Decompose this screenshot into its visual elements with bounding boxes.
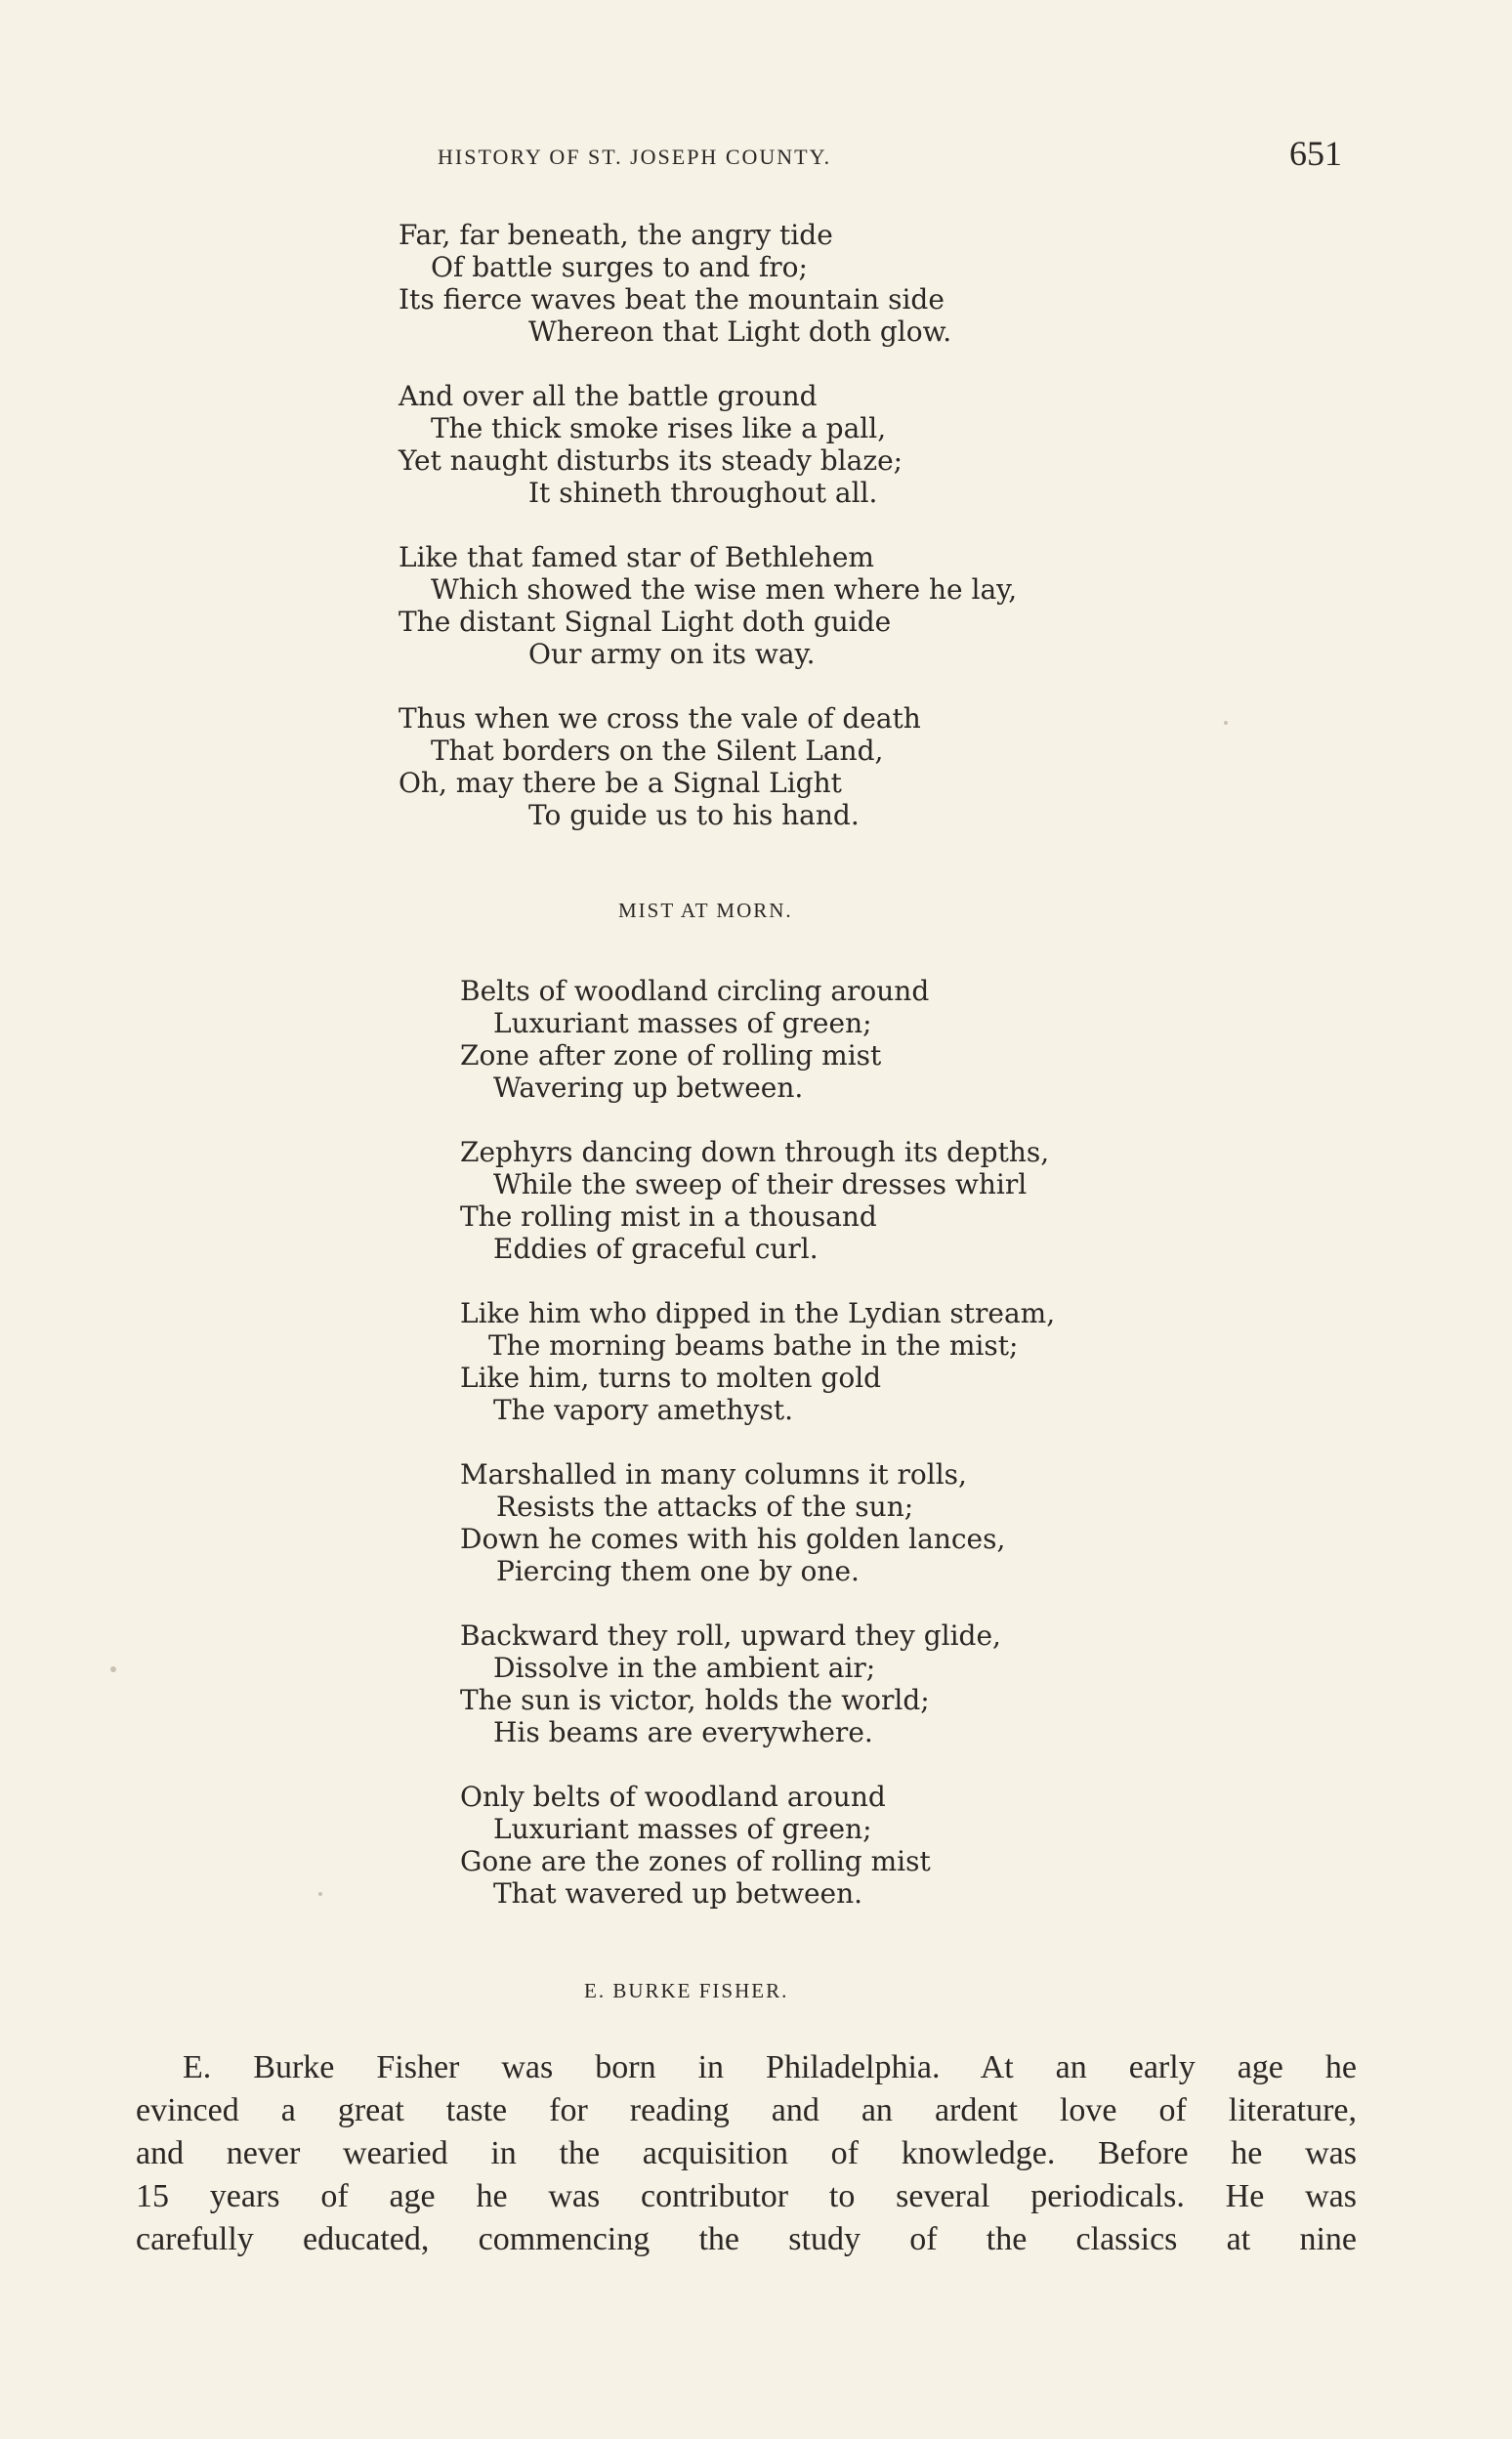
section-heading: E. BURKE FISHER. xyxy=(584,1979,789,2002)
paper-speck xyxy=(318,1892,322,1896)
paper-speck xyxy=(1224,721,1228,725)
poem-line: And over all the battle ground xyxy=(399,380,818,412)
page-number: 651 xyxy=(1289,134,1342,173)
poem-line: Gone are the zones of rolling mist xyxy=(460,1845,931,1877)
poem-line: The thick smoke rises like a pall, xyxy=(431,412,887,444)
paragraph-line: carefully educated, commencing the study of the classics at nine xyxy=(136,2221,1357,2257)
paper-speck xyxy=(110,1666,116,1672)
poem-line: Luxuriant masses of green; xyxy=(493,1007,872,1039)
poem-line: His beams are everywhere. xyxy=(493,1716,873,1748)
poem-line: Our army on its way. xyxy=(528,638,816,670)
paragraph-line: E. Burke Fisher was born in Philadelphia. At an early age he xyxy=(183,2049,1357,2085)
poem-line: The distant Signal Light doth guide xyxy=(399,606,892,638)
poem-line: Resists the attacks of the sun; xyxy=(496,1491,914,1523)
poem-line: Which showed the wise men where he lay, xyxy=(431,573,1018,606)
paragraph-line: 15 years of age he was contributor to several periodicals. He was xyxy=(136,2178,1357,2214)
poem-line: To guide us to his hand. xyxy=(528,799,860,831)
paragraph-line: evinced a great taste for reading and an ardent love of literature, xyxy=(136,2092,1357,2128)
poem-line: It shineth throughout all. xyxy=(528,477,878,509)
poem-line: Like him who dipped in the Lydian stream, xyxy=(460,1297,1056,1329)
poem-title: MIST AT MORN. xyxy=(618,899,793,922)
poem-line: Marshalled in many columns it rolls, xyxy=(460,1458,967,1491)
poem-line: Whereon that Light doth glow. xyxy=(528,315,952,348)
poem-line: The morning beams bathe in the mist; xyxy=(488,1329,1019,1362)
poem-line: Down he comes with his golden lances, xyxy=(460,1523,1006,1555)
poem-line: Eddies of graceful curl. xyxy=(493,1233,819,1265)
poem-line: Dissolve in the ambient air; xyxy=(493,1652,876,1684)
poem-line: While the sweep of their dresses whirl xyxy=(493,1168,1028,1200)
poem-line: That wavered up between. xyxy=(493,1877,863,1910)
poem-line: Zone after zone of rolling mist xyxy=(460,1039,882,1072)
poem-line: Far, far beneath, the angry tide xyxy=(399,219,833,251)
poem-line: Luxuriant masses of green; xyxy=(493,1813,872,1845)
poem-line: The vapory amethyst. xyxy=(493,1394,794,1426)
paragraph-line: and never wearied in the acquisition of knowledge. Before he was xyxy=(136,2135,1357,2171)
poem-line: Belts of woodland circling around xyxy=(460,975,930,1007)
poem-line: Like him, turns to molten gold xyxy=(460,1362,882,1394)
poem-line: Like that famed star of Bethlehem xyxy=(399,541,874,573)
poem-line: The rolling mist in a thousand xyxy=(460,1200,877,1233)
poem-line: Of battle surges to and fro; xyxy=(431,251,808,283)
poem-line: Wavering up between. xyxy=(493,1072,804,1104)
biography-paragraph xyxy=(136,2046,1357,2261)
running-header: HISTORY OF ST. JOSEPH COUNTY. xyxy=(438,145,832,169)
poem-line: The sun is victor, holds the world; xyxy=(460,1684,930,1716)
poem-line: Zephyrs dancing down through its depths, xyxy=(460,1136,1050,1168)
poem-line: Piercing them one by one. xyxy=(496,1555,860,1587)
poem-line: Backward they roll, upward they glide, xyxy=(460,1619,1001,1652)
poem-line: Yet naught disturbs its steady blaze; xyxy=(399,444,903,477)
poem-line: Its fierce waves beat the mountain side xyxy=(399,283,945,315)
poem-line: Thus when we cross the vale of death xyxy=(399,702,921,735)
poem-line: That borders on the Silent Land, xyxy=(431,735,884,767)
poem-line: Oh, may there be a Signal Light xyxy=(399,767,842,799)
poem-line: Only belts of woodland around xyxy=(460,1781,886,1813)
